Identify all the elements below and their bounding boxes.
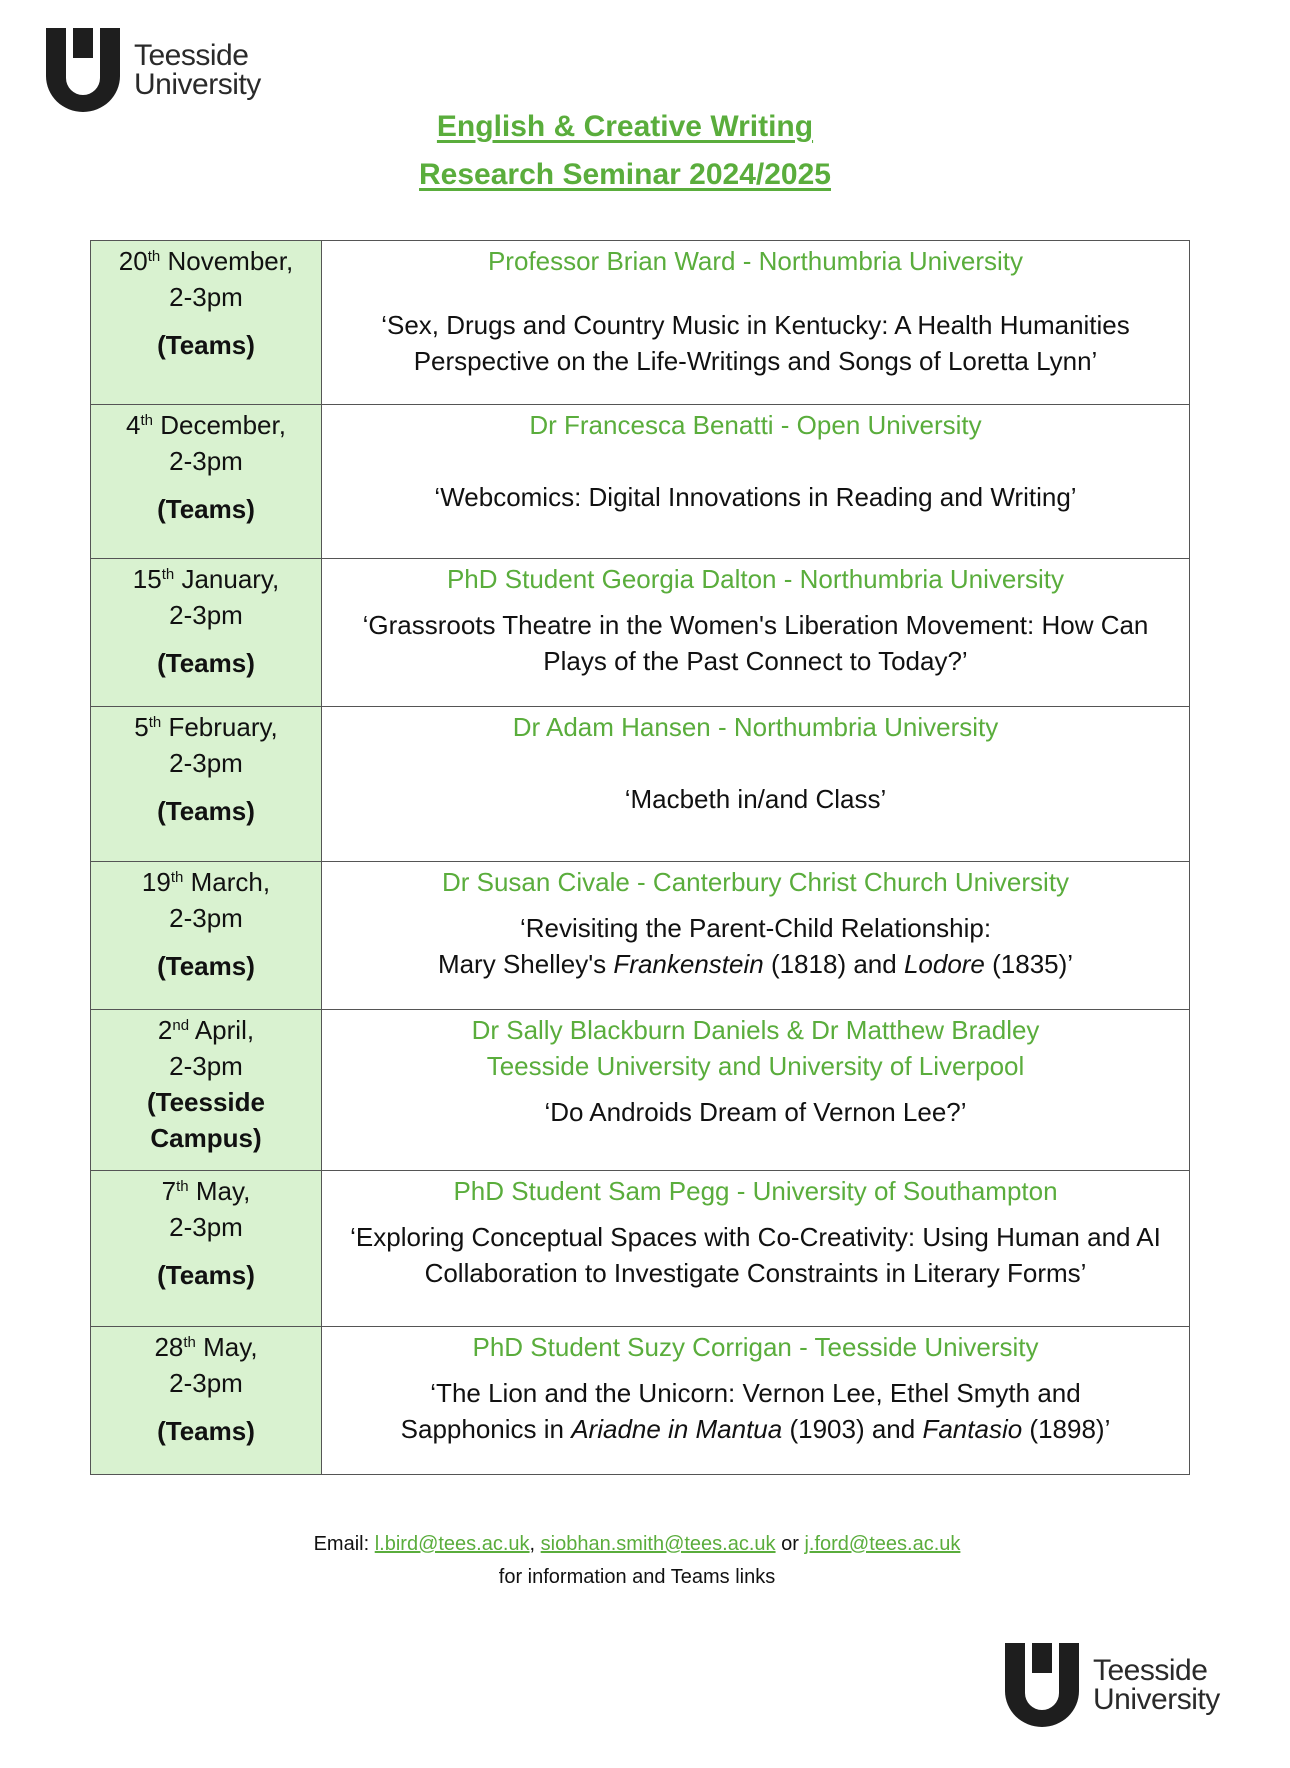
venue: (Teesside (146, 1087, 265, 1117)
contact-line: Email: l.bird@tees.ac.uk, siobhan.smith@tees.ac.uk or j.ford@tees.ac.uk (313, 1533, 961, 1555)
info-cell (322, 241, 1190, 405)
talk-title: ‘Revisiting the Parent-Child Relationship: Mary Shelley's Frankenstein (1818) and Lodore (1835)’ (437, 913, 1074, 979)
table-row (91, 1327, 1190, 1475)
talk-title: ‘Macbeth in/and Class’ (624, 784, 887, 814)
page-subtitle: Research Seminar 2024/2025 (419, 158, 831, 191)
talk-title: ‘Exploring Conceptual Spaces with Co-Creativity: Using Human and AI Collaboration to Investigate Constraints in Literary Forms’ (350, 1222, 1161, 1288)
speaker-affiliation: Teesside University and University of Liverpool (486, 1051, 1025, 1081)
table-row (91, 241, 1190, 405)
info-cell (322, 405, 1190, 559)
speaker: PhD Student Georgia Dalton - Northumbria University (446, 564, 1065, 594)
table-row (91, 862, 1190, 1010)
table-row (91, 405, 1190, 559)
venue: (Teams) (157, 796, 255, 826)
email-link-smith[interactable]: siobhan.smith@tees.ac.uk (540, 1533, 776, 1555)
logo-wordmark: Teesside University (134, 39, 261, 101)
contact-note: for information and Teams links (498, 1566, 776, 1588)
university-logo-icon (46, 28, 120, 112)
speaker: PhD Student Suzy Corrigan - Teesside University (472, 1332, 1039, 1362)
info-cell (322, 559, 1190, 707)
date-cell: 7th May, 2-3pm (Teams) (91, 1171, 322, 1327)
page-title: English & Creative Writing (436, 110, 814, 143)
teesside-logo-bottom (1005, 1643, 1220, 1727)
venue: (Teams) (157, 648, 255, 678)
info-cell (322, 1327, 1190, 1475)
venue: Campus) (150, 1123, 262, 1153)
date-cell: 19th March, 2-3pm (Teams) (91, 862, 322, 1010)
info-cell (322, 1010, 1190, 1171)
venue: (Teams) (157, 330, 255, 360)
date-cell: 5th February, 2-3pm (Teams) (91, 707, 322, 862)
talk-title: ‘Webcomics: Digital Innovations in Reading and Writing’ (434, 482, 1077, 512)
info-cell (322, 1171, 1190, 1327)
speaker: Dr Adam Hansen - Northumbria University (512, 712, 999, 742)
speaker: PhD Student Sam Pegg - University of Southampton (453, 1176, 1058, 1206)
talk-title: ‘Sex, Drugs and Country Music in Kentucky: A Health Humanities Perspective on the Life-Writings and Songs of Loretta Lynn’ (381, 310, 1130, 376)
speaker: Dr Francesca Benatti - Open University (529, 410, 982, 440)
date-cell: 28th May, 2-3pm (Teams) (91, 1327, 322, 1475)
venue: (Teams) (157, 951, 255, 981)
table-row (91, 559, 1190, 707)
talk-title: ‘The Lion and the Unicorn: Vernon Lee, Ethel Smyth and Sapphonics in Ariadne in Mantua (1903) and Fantasio (1898)’ (400, 1378, 1111, 1444)
email-link-bird[interactable]: l.bird@tees.ac.uk (374, 1533, 530, 1555)
table-row (91, 1010, 1190, 1171)
teesside-logo-top (46, 28, 261, 112)
email-link-ford[interactable]: j.ford@tees.ac.uk (804, 1533, 961, 1555)
speaker: Dr Susan Civale - Canterbury Christ Church University (441, 867, 1070, 897)
speaker: Dr Sally Blackburn Daniels & Dr Matthew Bradley (471, 1015, 1040, 1045)
venue: (Teams) (157, 1416, 255, 1446)
table-row (91, 707, 1190, 862)
speaker: Professor Brian Ward - Northumbria University (487, 246, 1024, 276)
info-cell (322, 862, 1190, 1010)
date-cell: 20th November, 2-3pm (Teams) (91, 241, 322, 405)
date-cell: 4th December, 2-3pm (Teams) (91, 405, 322, 559)
talk-title: ‘Grassroots Theatre in the Women's Liberation Movement: How Can Plays of the Past Connect to Today?’ (362, 610, 1149, 676)
university-logo-icon (1005, 1643, 1079, 1727)
venue: (Teams) (157, 494, 255, 524)
date-cell: 2nd April, 2-3pm (Teesside Campus) (91, 1010, 322, 1171)
date-cell: 15th January, 2-3pm (Teams) (91, 559, 322, 707)
seminar-schedule-table (90, 240, 1190, 1475)
info-cell (322, 707, 1190, 862)
logo-wordmark: Teesside University (1093, 1654, 1220, 1716)
table-row (91, 1171, 1190, 1327)
talk-title: ‘Do Androids Dream of Vernon Lee?’ (544, 1097, 967, 1127)
venue: (Teams) (157, 1260, 255, 1290)
